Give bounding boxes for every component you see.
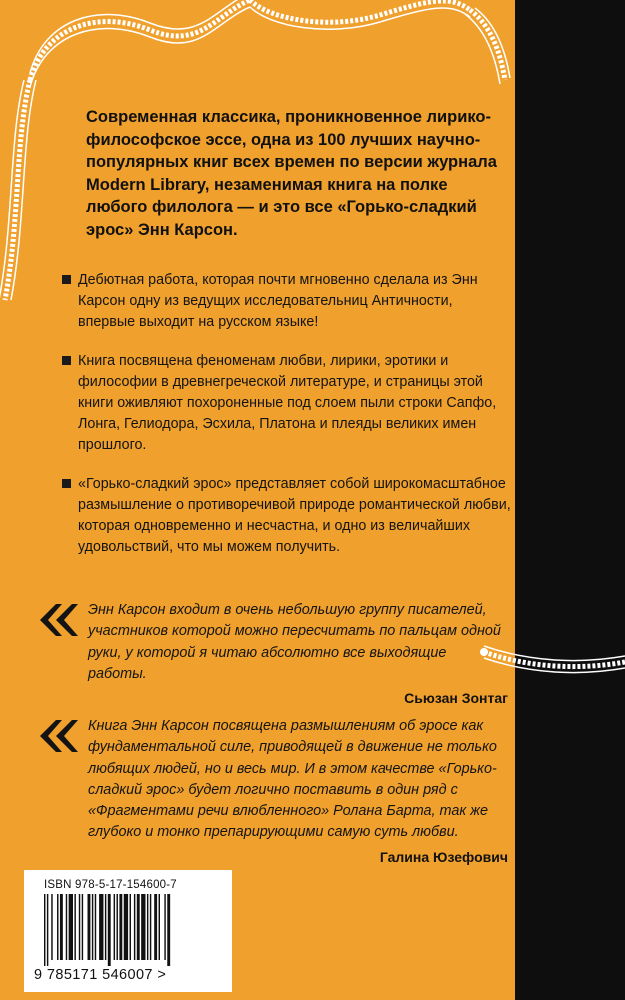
barcode-bar: [105, 894, 106, 960]
barcode-bar: [66, 894, 67, 960]
barcode-bar: [88, 894, 91, 960]
barcode-bar: [92, 894, 93, 960]
barcode-bar: [99, 894, 103, 960]
black-side-band: [515, 0, 625, 1000]
barcode-bar: [108, 894, 111, 966]
square-bullet-icon: [62, 479, 71, 488]
barcode-bar: [47, 894, 48, 966]
barcode-bar: [119, 894, 122, 960]
barcode-bar: [159, 894, 160, 960]
quote-mark-icon: [38, 718, 82, 754]
barcode-bar: [69, 894, 73, 960]
quote-text: Энн Карсон входит в очень небольшую группу писателей, участников которой можно пересчитать по пальцам одной руки, у которой я читаю абсолютно все выходящие работы.: [88, 602, 501, 682]
barcode-bar: [117, 894, 118, 960]
barcode-bar: [51, 894, 52, 960]
barcode-bar: [167, 894, 170, 966]
square-bullet-icon: [62, 275, 71, 284]
quote-author: Галина Юзефович: [379, 848, 508, 865]
bullet-text: «Горько-сладкий эрос» представляет собой широкомасштабное размышление о противоречивой природе романтической любви, которая одновременно и несчастна, и одно из величайших удовольствий, что мы можем получить.: [78, 475, 511, 556]
quote-mark-icon: [38, 602, 82, 638]
barcode-bar: [150, 894, 151, 960]
barcode-bar: [74, 894, 75, 960]
quote-text: Книга Энн Карсон посвящена размышлениям об эросе как фундаментальной силе, приводящей в движение не только любящих людей, но и весь мир. И в этом качестве «Горько-сладкий эрос» будет логично поставить в один ряд с «Фрагментами речи влюбленного» Ролана Барта, так же глубоко и тонко препарирующими самую суть любви.: [88, 718, 497, 841]
barcode-bar: [44, 894, 45, 966]
isbn-label: ISBN 978-5-17-154600-7: [44, 879, 177, 891]
barcode-bar: [114, 894, 115, 960]
barcode-bar: [154, 894, 157, 960]
barcode-bar: [57, 894, 58, 960]
barcode-bars: [44, 894, 218, 966]
quote-author: Сьюзан Зонтаг: [404, 690, 508, 707]
bullet-item: [62, 351, 512, 457]
barcode-bar: [60, 894, 63, 960]
bullet-item: [62, 270, 512, 334]
barcode-bar: [137, 894, 140, 960]
bullet-text: Книга посвящена феноменам любви, лирики, эротики и философии в древнегреческой литературе, и страницы этой книги оживляют похороненные под слоем пыли строки Сапфо, Лонга, Гелиодора, Эсхила, Платона и плеяды великих имен прошлого.: [78, 352, 497, 454]
barcode-bar: [147, 894, 148, 960]
square-bullet-icon: [62, 356, 71, 365]
quote-yuzefovich: [38, 716, 508, 865]
barcode-bar: [82, 894, 83, 960]
bullet-item: [62, 474, 512, 559]
barcode-bar: [164, 894, 165, 960]
barcode-box: [24, 870, 232, 992]
barcode-digits: 9 785171 546007 >: [34, 967, 167, 983]
intro-paragraph: Современная классика, проникновенное лирико-философское эссе, одна из 100 лучших научно-популярных книг всех времен по версии журнала Modern Library, незаменимая книга на полке любого филолога — и это все «Горько-сладкий эрос» Энн Карсон.: [86, 108, 497, 239]
barcode-bar: [130, 894, 131, 960]
bullet-list: [62, 270, 512, 575]
barcode-bar: [134, 894, 135, 960]
barcode-bar: [124, 894, 128, 960]
barcode-bar: [79, 894, 80, 960]
barcode-bar: [141, 894, 145, 960]
bullet-text: Дебютная работа, которая почти мгновенно сделала из Энн Карсон одну из ведущих исследовательниц Античности, впервые выходит на русском языке!: [78, 272, 478, 331]
barcode-bar: [95, 894, 96, 960]
quote-sontag: [38, 600, 508, 706]
